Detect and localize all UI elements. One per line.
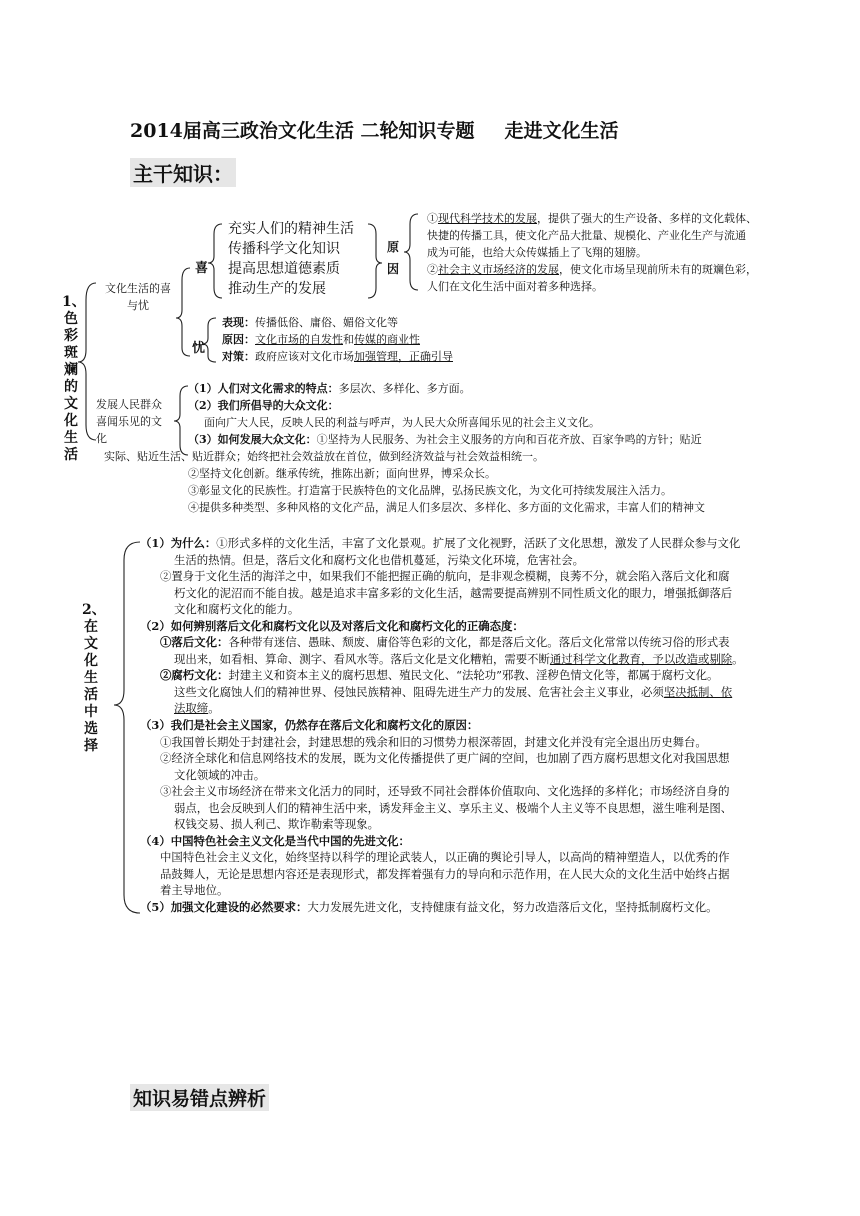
section1-label: 1、色彩斑斓的文化生活	[62, 294, 86, 463]
title-part2: 走进文化生活	[504, 120, 619, 142]
joy-label: 喜	[195, 261, 209, 276]
joy-item: 充实人们的精神生活	[228, 221, 354, 237]
bottom-heading: 知识易错点辨析	[130, 1084, 269, 1111]
joy-item: 提高思想道德素质	[228, 261, 340, 277]
reason-label: 原因	[386, 240, 399, 276]
branch2-item3: （3）如何发展大众文化：①坚持为人民服务、为社会主义服务的方向和百花齐放、百家争鸣的方针；贴近 实际、贴近生活、贴近群众；始终把社会效益放在首位，做到经济效益与社会效益相统一。 ②坚持文化创新。继承传统，推陈出新；面向世界，博采众长。 ③彰显文化的民族性。打造富于民族特色的文化品牌，弘扬民族文化，为文化可持续发展注入活力。 ④提供多种类型、多种风格的文化产品，满足人们多层次、多样化、多方面的文化需求，丰富人们的精神文	[104, 433, 705, 514]
joy-item: 传播科学文化知识	[228, 241, 340, 257]
branch2-label: 发展人民群众喜闻乐见的文化	[96, 398, 162, 445]
reason1: ①现代科学技术的发展，提供了强大的生产设备、多样的文化载体、 快捷的传播工具，使文化产品大批量、规模化、产业化生产与流通 成为可能，也给大众传媒插上了飞翔的翅膀。 ②社会主义市场经济的发展，使文化市场呈现前所未有的斑斓色彩， 人们在文化生活中面对着多种选择。	[427, 212, 757, 293]
title-part1: 2014届高三政治文化生活 二轮知识专题	[130, 120, 475, 142]
branch1-label: 文化生活的喜与忧	[105, 282, 171, 312]
section2-content: （1）为什么：①形式多样的文化生活，丰富了文化景观。扩展了文化视野，活跃了文化思想，激发了人民群众参与文化 生活的热情。但是，落后文化和腐朽文化也借机蔓延，污染文化环境，危害社会。 ②置身于文化生活的海洋之中，如果我们不能把握正确的航向，是非观念模糊，良莠不分，就会陷入落后文化和腐 朽文化的泥沼而不能自拔。越是追求丰富多彩的文化生活，越需要提高辨别不同性质文化的眼力，增强抵御落后 文化和腐朽文化的能力。 （2）如何辨别落后文化和腐朽文化以及对落后文化和腐朽文化的正确态度： ①落后文化：各种带有迷信、愚昧、颓废、庸俗等色彩的文化，都是落后文化。落后文化常常以传统习俗的形式表 现出来，如看相、算命、测字、看风水等。落后文化是文化糟粕，需要不断通过科学文化教育，予以改造或剔除。 ②腐朽文化：封建主义和资本主义的腐朽思想、殖民文化、“法轮功”邪教、淫秽色情文化等，都属于腐朽文化。 这些文化腐蚀人们的精神世界、侵蚀民族精神、阻碍先进生产力的发展、危害社会主义事业，必须坚决抵制、依 法取缔。 （3）我们是社会主义国家，仍然存在落后文化和腐朽文化的原因： ①我国曾长期处于封建社会，封建思想的残余和旧的习惯势力根深蒂固，封建文化并没有完全退出历史舞台。 ②经济全球化和信息网络技术的发展，既为文化传播提供了更广阔的空间，也加剧了西方腐朽思想文化对我国思想 文化领域的冲击。 ③社会主义市场经济在带来文化活力的同时，还导致不同社会群体价值取向、文化选择的多样化；市场经济自身的 弱点，也会反映到人们的精神生活中来，诱发拜金主义、享乐主义、极端个人主义等不良思想，滋生唯利是图、 权钱交易、损人利己、欺诈勒索等现象。 （4）中国特色社会主义文化是当代中国的先进文化： 中国特色社会主义文化，始终坚持以科学的理论武装人，以正确的舆论引导人，以高尚的精神塑造人，以优秀的作 品鼓舞人，无论是思想内容还是表现形式，都发挥着强有力的导向和示范作用，在人民大众的文化生活中始终占据 着主导地位。 （5）加强文化建设的必然要求：大力发展先进文化，支持健康有益文化，努力改造落后文化，坚持抵制腐朽文化。	[140, 536, 744, 915]
branch2-items: （1）人们对文化需求的特点：多层次、多样化、多方面。 （2）我们所倡导的大众文化： 面向广大人民，反映人民的利益与呼声，为人民大众所喜闻乐见的社会主义文化。	[188, 382, 600, 429]
worry-details: 表现：传播低俗、庸俗、媚俗文化等 原因：文化市场的自发性和传媒的商业性 对策：政府应该对文化市场加强管理，正确引导	[222, 316, 453, 363]
section2-label: 2、在文化生活中选择	[82, 602, 106, 754]
worry-label: 忧	[192, 341, 206, 356]
main-heading: 主干知识：	[130, 158, 236, 187]
joy-item: 推动生产的发展	[228, 281, 326, 297]
